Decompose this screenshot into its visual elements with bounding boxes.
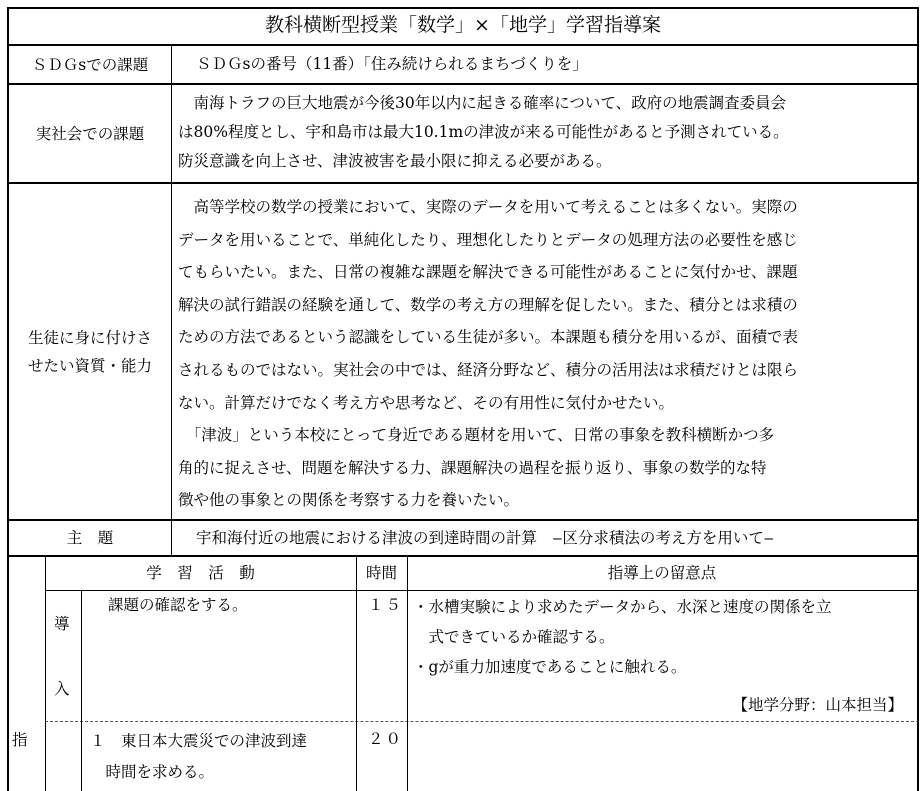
- intro-time: １５: [368, 596, 404, 614]
- step1-activity-line: 時間を求める。: [90, 763, 215, 781]
- rule-intro-dashed: [45, 721, 919, 722]
- abilities-label: [9, 184, 171, 519]
- rule-plan-inner-left: [45, 556, 46, 791]
- abilities-line: 徴や他の事象との関係を考察する力を養いたい。: [178, 491, 520, 510]
- abilities-line: 「津波」という本校にとって身近である題材を用いて、日常の事象を教科横断かつ多: [178, 426, 775, 445]
- social-issue-line: 南海トラフの巨大地震が今後30年以内に起きる確率について、政府の地震調査委員会: [178, 94, 787, 112]
- rule-header-bottom: [45, 590, 919, 591]
- intro-note-line: ・gが重力加速度であることに触れる。: [413, 658, 687, 676]
- step1-activity-line: １ 東日本大震災での津波到達: [90, 732, 308, 750]
- social-issue-label: 実社会での課題: [35, 124, 145, 143]
- theme-label: 主 題: [66, 529, 114, 547]
- intro-label-top: 導: [54, 615, 70, 633]
- abilities-text: [178, 191, 798, 517]
- abilities-line: てもらいたい。また、日常の複雑な課題を解決できる可能性があることに気付かせ、課題: [178, 263, 798, 282]
- abilities-label-line: せたい資質・能力: [27, 356, 152, 375]
- intro-notes: [413, 592, 832, 682]
- abilities-line: 解決の試行錯誤の経験を通して、数学の考え方の理解を促したい。また、積分とは求積の: [178, 295, 798, 314]
- abilities-line: されるものではない。実社会の中では、経済分野など、積分の活用法は求積だけとは限ら: [178, 360, 799, 379]
- rule-top: [7, 7, 919, 9]
- header-notes: 指導上の留意点: [607, 564, 717, 582]
- intro-activity: 課題の確認をする。: [108, 596, 248, 614]
- social-issue-text: [178, 89, 789, 176]
- social-issue-line: 防災意識を向上させ、津波被害を最小限に抑える必要がある。: [178, 152, 612, 170]
- social-issue-line: は80%程度とし、宇和島市は最大10.1mの津波が来る可能性があると予測されている。: [178, 123, 789, 141]
- step1-activity: [90, 726, 307, 788]
- rule-intro-label-column: [81, 591, 82, 791]
- step1-time: ２０: [368, 730, 404, 748]
- intro-note-line: 式できているか確認する。: [413, 628, 615, 646]
- intro-label-bottom: 入: [54, 680, 70, 698]
- rule-theme-bottom: [7, 555, 919, 557]
- sdgs-value: ＳＤＧsの番号（11番）「住み続けられるまちづくりを」: [196, 55, 588, 73]
- intro-assignee: 【地学分野：山本担当】: [732, 696, 903, 714]
- rule-label-column: [171, 45, 172, 556]
- plan-side-label: 指: [12, 731, 28, 749]
- header-time: 時間: [365, 564, 397, 582]
- document-title: 教科横断型授業「数学」×「地学」学習指導案: [265, 14, 661, 36]
- abilities-line: ための方法であるという認識をしている生徒が多い。本課題も積分を用いるが、面積で表: [178, 328, 799, 347]
- frame-right: [917, 7, 919, 791]
- abilities-line: ない。計算だけでなく考え方や思考など、その有用性に気付かせたい。: [178, 393, 675, 412]
- abilities-line: 高等学校の数学の授業において、実際のデータを用いて考えることは多くない。実際の: [178, 198, 798, 216]
- theme-value: 宇和海付近の地震における津波の到達時間の計算 ‒区分求積法の考え方を用いて‒: [196, 529, 774, 547]
- abilities-line: データを用いることで、単純化したり、理想化したりとデータの処理方法の必要性を感じ: [178, 230, 798, 249]
- abilities-line: 角的に捉えさせ、問題を解決する力、課題解決の過程を振り返り、事象の数学的な特: [178, 458, 767, 477]
- rule-time-right: [407, 556, 408, 791]
- header-activity: 学 習 活 動: [146, 564, 255, 582]
- sdgs-label: ＳＤＧsでの課題: [31, 55, 149, 74]
- abilities-label-line: 生徒に身に付けさ: [27, 328, 152, 347]
- rule-time-left: [356, 556, 357, 791]
- intro-note-line: ・水槽実験により求めたデータから、水深と速度の関係を立: [413, 598, 832, 616]
